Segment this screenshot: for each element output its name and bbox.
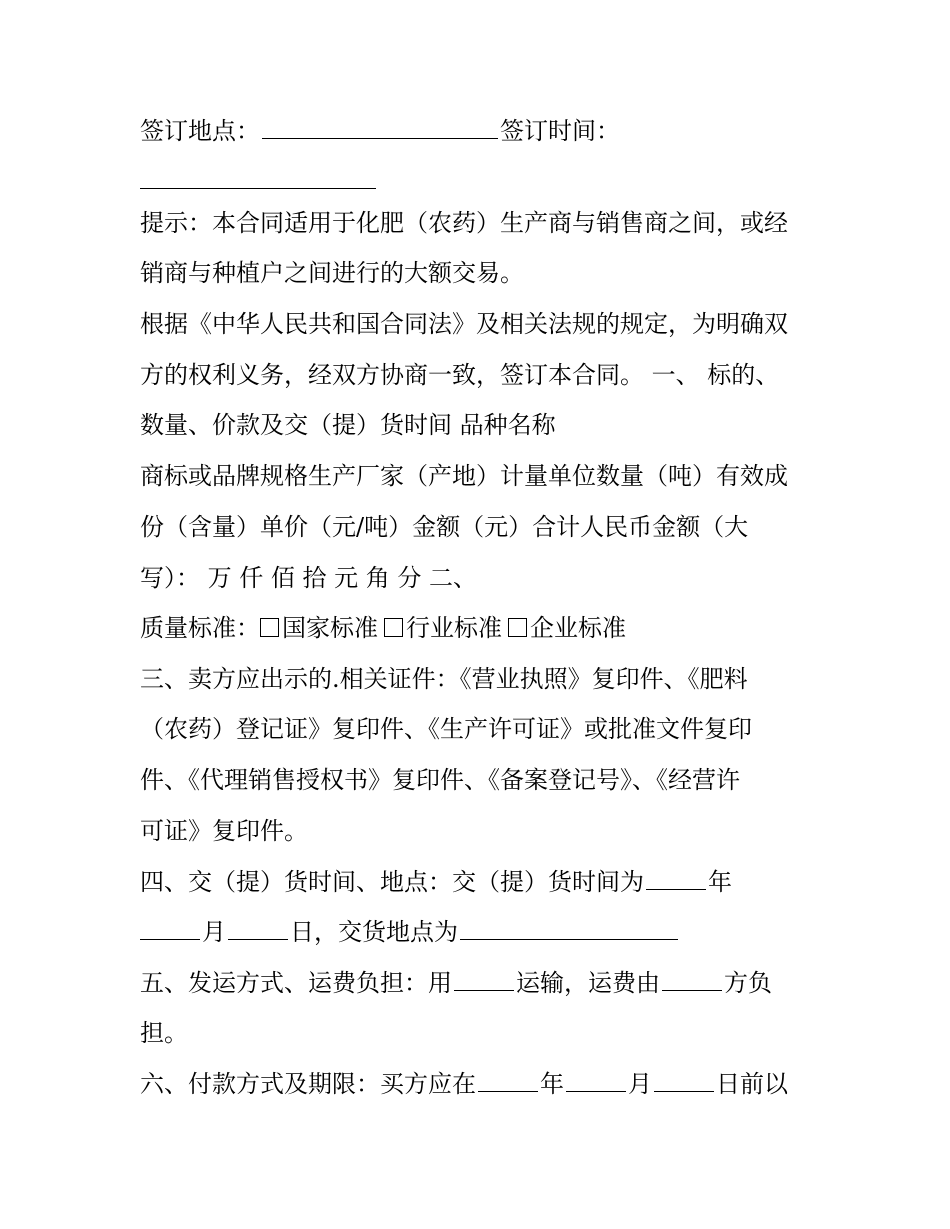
quality-label: 质量标准： [140,614,260,642]
delivery-place-blank [460,917,678,940]
freight-party-blank [662,968,722,991]
delivery-year-blank [646,867,706,890]
quality-standard-line [140,612,820,644]
delivery-place-label: 日，交货地点为 [290,918,458,946]
shipping-middle: 运输，运费由 [516,969,660,997]
national-standard-label: 国家标准 [282,614,378,642]
signing-time-blank-line [140,165,820,197]
certificate-line: 可证》复印件。 [140,817,308,845]
tip-line: 提示：本合同适用于化肥（农药）生产商与销售商之间，或经 [140,209,788,237]
signing-time-label: 签订时间： [500,117,620,145]
enterprise-standard-checkbox[interactable] [508,618,527,637]
industry-standard-label: 行业标准 [406,614,502,642]
payment-suffix: 日前以 [716,1070,788,1098]
shipping-method-blank [454,968,514,991]
basis-line: 数量、价款及交（提）货时间 品种名称 [140,411,556,439]
shipping-line: 担。 [140,1019,188,1047]
signing-place-time-line [140,115,820,147]
industry-standard-checkbox[interactable] [384,618,403,637]
signing-place-label: 签订地点： [140,117,260,145]
delivery-month-label: 月 [202,918,226,946]
basis-line: 根据《中华人民共和国合同法》及相关法规的规定，为明确双 [140,310,788,338]
signing-place-blank [262,116,498,139]
national-standard-checkbox[interactable] [260,618,279,637]
delivery-line [140,866,820,898]
payment-prefix: 六、付款方式及期限：买方应在 [140,1070,476,1098]
payment-year-blank [478,1069,538,1092]
delivery-line [140,916,820,948]
delivery-year-label: 年 [708,868,732,896]
delivery-prefix: 四、交（提）货时间、地点：交（提）货时间为 [140,868,644,896]
shipping-suffix: 方负 [724,969,772,997]
certificate-line: （农药）登记证》复印件、《生产许可证》或批准文件复印 [140,715,752,743]
basis-line: 方的权利义务，经双方协商一致，签订本合同。 一、 标的、 [140,361,780,389]
payment-year-label: 年 [540,1070,564,1098]
delivery-month-blank [140,917,200,940]
signing-time-blank [140,166,376,189]
table-header-line: 写）： 万 仟 佰 拾 元 角 分 二、 [140,564,478,592]
shipping-line [140,967,820,999]
shipping-prefix: 五、发运方式、运费负担：用 [140,969,452,997]
table-header-line: 商标或品牌规格生产厂家（产地）计量单位数量（吨）有效成 [140,462,788,490]
table-header-line: 份（含量）单价（元/吨）金额（元）合计人民币金额（大 [140,513,749,541]
certificate-line: 三、卖方应出示的.相关证件：《营业执照》复印件、《肥料 [140,665,748,693]
payment-line [140,1068,820,1100]
enterprise-standard-label: 企业标准 [530,614,626,642]
payment-month-label: 月 [628,1070,652,1098]
payment-day-blank [654,1069,714,1092]
tip-line: 销商与种植户之间进行的大额交易。 [140,259,524,287]
certificate-line: 件、《代理销售授权书》复印件、《备案登记号》、《经营许 [140,766,740,794]
delivery-day-blank [228,917,288,940]
payment-month-blank [566,1069,626,1092]
